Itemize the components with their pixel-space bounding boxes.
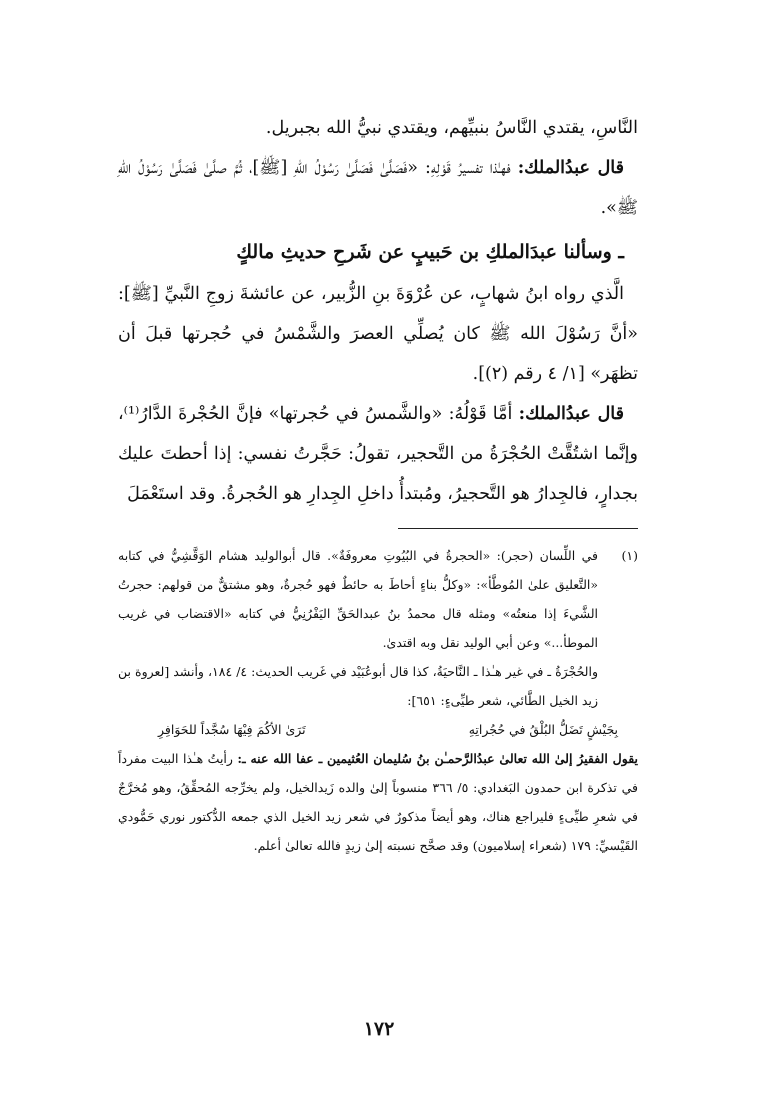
speaker-label: قال عبدُالملك: xyxy=(518,404,624,424)
paragraph-text: فهـٰذا تفسيرُ قَوْلِهِ: «فَصَلَّىٰ فَصَلَّىٰ رَسُوْلُ اللهِ [ﷺ]، ثُمَّ صلَّىٰ فَصَلَّىٰ رَسُوْلُ اللهِ ﷺ». xyxy=(118,158,638,218)
editor-text: رأيتُ هـٰذا البيت مفرداً في تذكرة ابن حمدون البَغدادي: ٥/ ٣٦٦ منسوباً إلىٰ والده زَيدالخيل، ولم يخرِّجه المُحقِّقُ، وهو مُخرَّجٌ في شعرِ طيِّىءٍ فليراجع هناك، وهو أيضاً مذكورٌ في شعر زيد الخيل الذي جمعه الدُّكتور نوري حَمُّودي القَيْسيِّ: ١٧٩ (شعراء إسلاميون) وقد صحَّح نسبته إلىٰ زيدٍ فالله تعالىٰ أعلم. xyxy=(118,751,638,853)
paragraph-hadith: الَّذي رواه ابنُ شهابٍ، عن عُرْوَةَ بنِ الزُّبير، عن عائشةَ زوجِ النَّبيِّ [ﷺ]: «أنَّ رَسُوْلَ الله ﷺ كان يُصلِّي العصرَ والشَّمْسُ في حُجرتها قبلَ أن تظهَر» [١/ ٤ رقم (٢)]. xyxy=(118,284,638,384)
poetry-verse xyxy=(118,715,638,744)
footnote-number: (١) xyxy=(621,548,638,563)
verse-second-hemistich: تَرَىٰ الأكُمَ فِيْهَا سُجَّداً للحَوَافِرِ xyxy=(158,722,306,737)
paragraph-text: أمَّا قَوْلُهُ: «والشَّمسُ في حُجرتها» فإنَّ الحُجْرةَ الدَّارُ⁽¹⁾، وإنَّما اشتُقَّتْ الحُجْرَةُ من التَّحجير، تقولُ: حَجَّرتُ نفسي: إذا أحطتَ عليك بجدارٍ، فالجِدارُ هو التَّحجيرُ، ومُبتدأُ داخلِ الجِدارِ هو الحُجرةُ. وقد استَعْمَلَ xyxy=(118,404,638,504)
page-number: ١٧٢ xyxy=(363,1018,395,1040)
paragraph-abdulmalik-1 xyxy=(118,148,638,228)
section-heading: ـ وسألنا عبدَالملكِ بن حَبيبٍ عن شَرحِ حديثِ مالكٍ xyxy=(236,241,624,263)
footnote-1 xyxy=(118,541,638,715)
main-text xyxy=(118,108,638,228)
editor-note xyxy=(118,744,638,860)
paragraph-continuation: النَّاسِ، يقتدي النَّاسُ بنبيِّهم، ويقتدي نبيُّ الله بجبريل. xyxy=(265,118,638,138)
footnote-paragraph: في اللِّسان (حجر): «الحجرةُ في البُيُوتِ معروفَةٌ». قال أبوالوليد هشام الوَقَّشِيُّ في كتابه «التَّعليق علىٰ المُوطَّأ»: «وكلُّ بناءٍ أحاطَ به حائطٌ فهو حُجرةٌ، وهو مشتقٌّ من قولهم: حجرتُ الشَّيءَ إذا منعتُه» ومثله قال محمدُ بنُ عبدالحَقِّ اليَفْرُنِيُّ في كتابه «الاقتضاب في غريب الموطأ...» وعن أبي الوليد نقل وبه اقتدىٰ. xyxy=(118,548,598,650)
paragraph-abdulmalik-2 xyxy=(118,394,638,514)
footnote-body xyxy=(118,541,598,715)
page-content xyxy=(118,108,638,860)
footnotes xyxy=(118,541,638,860)
verse-first-hemistich: بِجَيْشٍ تَضَلُّ البُلْقُ في حُجُراتِهِ xyxy=(468,722,618,737)
footnote-paragraph: والحُجْرَةُ ـ في غير هـٰذا ـ النَّاحيَةُ، كذا قال أبوعُبَيْد في غَريب الحديث: ٤/ ١٨٤، وأنشد [لعروة بن زيد الخيل الطَّائي، شعر طيِّىءٍ: ٦٥١]: xyxy=(118,664,598,708)
footnote-divider xyxy=(398,528,638,529)
speaker-label: قال عبدُالملك: xyxy=(517,158,624,178)
main-text-2 xyxy=(118,274,638,514)
editor-label: يقول الفقيرُ إلىٰ الله تعالىٰ عبدُالرَّحمـٰن بنُ سُليمان العُثيمين ـ عفا الله عنه ـ: xyxy=(237,751,638,766)
